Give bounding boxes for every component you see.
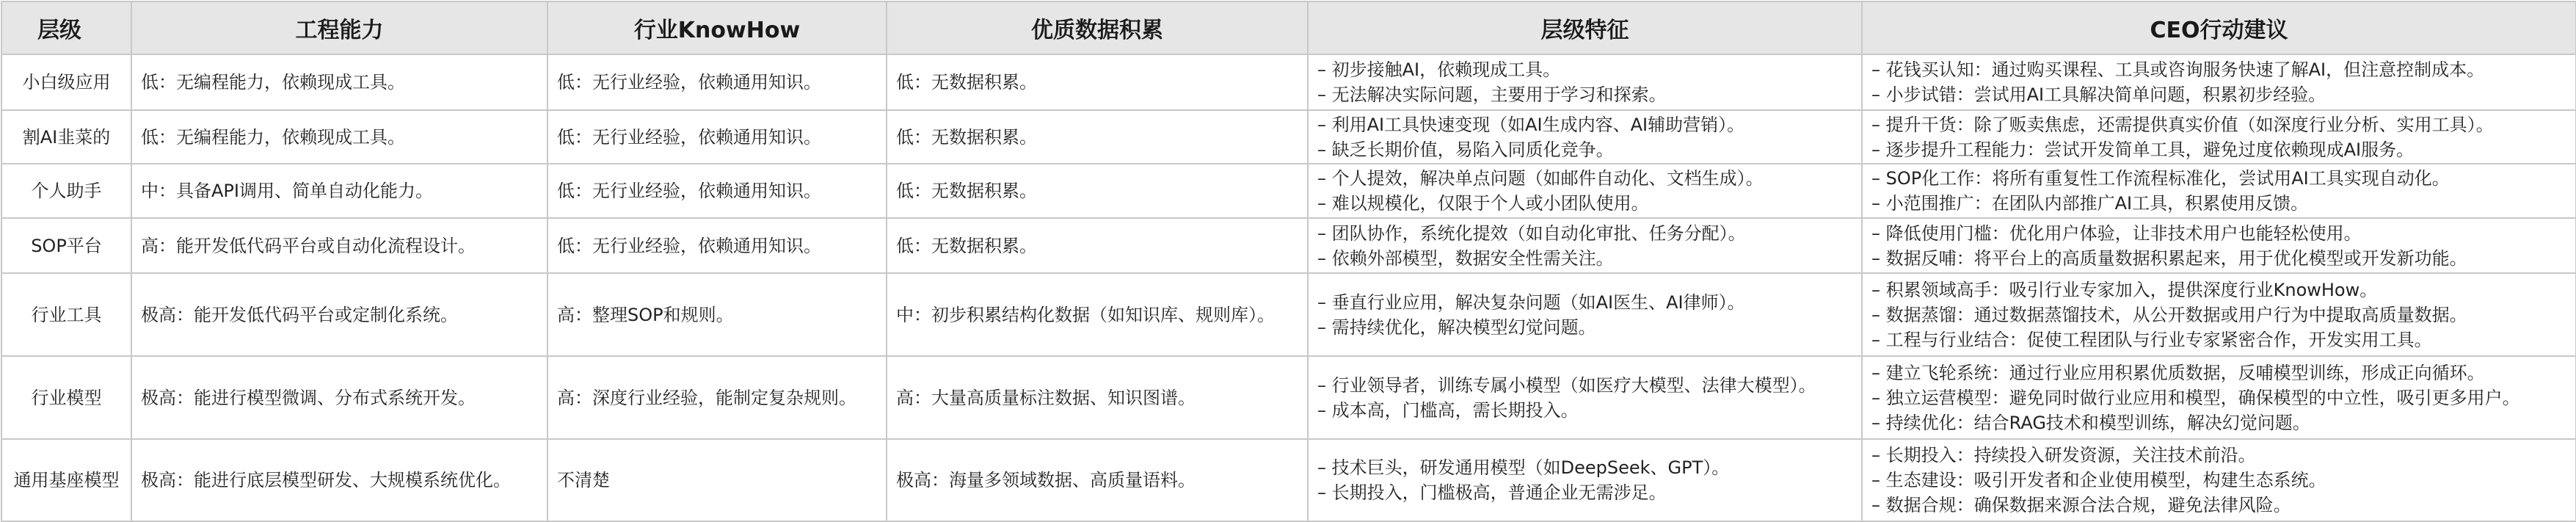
traits-line: – 需持续优化，解决模型幻觉问题。: [1317, 316, 1596, 338]
traits-line: – 无法解决实际问题，主要用于学习和探索。: [1317, 84, 1667, 105]
level-cell: 行业工具: [1, 273, 131, 356]
traits-cell: [1308, 110, 1862, 164]
ceo-line: – 长期投入：持续投入研发资源，关注技术前沿。: [1871, 445, 2256, 465]
data-cell: 低：无数据积累。: [887, 110, 1308, 164]
data-cell: 低：无数据积累。: [887, 218, 1308, 273]
table-row: [1, 164, 2576, 218]
ceo-cell: [1862, 164, 2576, 218]
ceo-line: – 数据反哺：将平台上的高质量数据积累起来，用于优化模型或开发新功能。: [1871, 247, 2467, 269]
ceo-line: – 生态建设：吸引开发者和企业使用模型，构建生态系统。: [1871, 470, 2326, 490]
header-engineering: 工程能力: [131, 1, 547, 54]
level-cell: 通用基座模型: [1, 439, 131, 521]
traits-cell: [1308, 164, 1862, 218]
ceo-line: – 提升干货：除了贩卖焦虑，还需提供真实价值（如深度行业分析、实用工具）。: [1871, 114, 2494, 135]
ceo-cell: [1862, 439, 2576, 521]
data-cell: 低：无数据积累。: [887, 54, 1308, 110]
knowhow-cell: 高：深度行业经验，能制定复杂规则。: [547, 356, 887, 439]
traits-cell: [1308, 356, 1862, 439]
ceo-cell: [1862, 54, 2576, 110]
traits-line: – 初步接触AI，依赖现成工具。: [1317, 59, 1561, 80]
ceo-line: – 数据合规：确保数据来源合法合规，避免法律风险。: [1871, 495, 2291, 515]
ceo-cell: [1862, 110, 2576, 164]
ceo-line: – 小范围推广：在团队内部推广AI工具，积累使用反馈。: [1871, 193, 2309, 214]
traits-cell: [1308, 439, 1862, 521]
traits-line: – 依赖外部模型，数据安全性需关注。: [1317, 247, 1614, 269]
ceo-line: – 降低使用门槛：优化用户体验，让非技术用户也能轻松使用。: [1871, 222, 2362, 244]
ceo-line: – 持续优化：结合RAG技术和模型训练，解决幻觉问题。: [1871, 412, 2310, 433]
traits-cell: [1308, 54, 1862, 110]
ai-levels-table: [1, 1, 2576, 522]
data-cell: 低：无数据积累。: [887, 164, 1308, 218]
ceo-line: – 独立运营模型：避免同时做行业应用和模型，确保模型的中立性，吸引更多用户。: [1871, 387, 2520, 408]
table-row: [1, 356, 2576, 439]
traits-line: – 技术巨头，研发通用模型（如DeepSeek、GPT）。: [1317, 457, 1730, 478]
table-row: [1, 273, 2576, 356]
engineering-cell: 低：无编程能力，依赖现成工具。: [131, 110, 547, 164]
ceo-cell: [1862, 218, 2576, 273]
ceo-cell: [1862, 273, 2576, 356]
ceo-line: – 花钱买认知：通过购买课程、工具或咨询服务快速了解AI，但注意控制成本。: [1871, 59, 2485, 80]
traits-line: – 长期投入，门槛极高，普通企业无需涉足。: [1317, 482, 1667, 503]
ceo-line: – 逐步提升工程能力：尝试开发简单工具，避免过度依赖现成AI服务。: [1871, 139, 2415, 160]
level-cell: 行业模型: [1, 356, 131, 439]
table-row: [1, 218, 2576, 273]
engineering-cell: 低：无编程能力，依赖现成工具。: [131, 54, 547, 110]
ceo-line: – 小步试错：尝试用AI工具解决简单问题，积累初步经验。: [1871, 84, 2326, 105]
data-cell: 中：初步积累结构化数据（如知识库、规则库）。: [887, 273, 1308, 356]
table-row: [1, 439, 2576, 521]
header-traits: 层级特征: [1308, 1, 1862, 54]
traits-line: – 个人提效，解决单点问题（如邮件自动化、文档生成）。: [1317, 168, 1764, 189]
traits-line: – 缺乏长期价值，易陷入同质化竞争。: [1317, 139, 1614, 160]
ceo-line: – 数据蒸馏：通过数据蒸馏技术，从公开数据或用户行为中提取高质量数据。: [1871, 304, 2467, 325]
traits-line: – 难以规模化，仅限于个人或小团队使用。: [1317, 193, 1649, 214]
knowhow-cell: 不清楚: [547, 439, 887, 521]
level-cell: 个人助手: [1, 164, 131, 218]
traits-cell: [1308, 273, 1862, 356]
data-cell: 高：大量高质量标注数据、知识图谱。: [887, 356, 1308, 439]
level-cell: 小白级应用: [1, 54, 131, 110]
engineering-cell: 高：能开发低代码平台或自动化流程设计。: [131, 218, 547, 273]
traits-line: – 垂直行业应用，解决复杂问题（如AI医生、AI律师）。: [1317, 291, 1745, 313]
table-row: [1, 54, 2576, 110]
traits-line: – 成本高，门槛高，需长期投入。: [1317, 399, 1579, 421]
knowhow-cell: 高：整理SOP和规则。: [547, 273, 887, 356]
ceo-line: – SOP化工作：将所有重复性工作流程标准化，尝试用AI工具实现自动化。: [1871, 168, 2450, 189]
traits-line: – 团队协作，系统化提效（如自动化审批、任务分配）。: [1317, 222, 1746, 244]
ceo-line: – 积累领域高手：吸引行业专家加入，提供深度行业KnowHow。: [1871, 279, 2378, 300]
knowhow-cell: 低：无行业经验，依赖通用知识。: [547, 164, 887, 218]
knowhow-cell: 低：无行业经验，依赖通用知识。: [547, 54, 887, 110]
header-level: 层级: [1, 1, 131, 54]
table-row: [1, 110, 2576, 164]
traits-line: – 行业领导者，训练专属小模型（如医疗大模型、法律大模型）。: [1317, 374, 1816, 396]
data-cell: 极高：海量多领域数据、高质量语料。: [887, 439, 1308, 521]
traits-cell: [1308, 218, 1862, 273]
ceo-cell: [1862, 356, 2576, 439]
header-knowhow: 行业KnowHow: [547, 1, 887, 54]
comparison-table-sheet: [0, 1, 2576, 518]
engineering-cell: 极高：能进行底层模型研发、大规模系统优化。: [131, 439, 547, 521]
level-cell: SOP平台: [1, 218, 131, 273]
header-row: [1, 1, 2576, 54]
knowhow-cell: 低：无行业经验，依赖通用知识。: [547, 218, 887, 273]
traits-line: – 利用AI工具快速变现（如AI生成内容、AI辅助营销）。: [1317, 114, 1745, 135]
ceo-line: – 工程与行业结合：促使工程团队与行业专家紧密合作，开发实用工具。: [1871, 329, 2432, 350]
level-cell: 割AI韭菜的: [1, 110, 131, 164]
engineering-cell: 中：具备API调用、简单自动化能力。: [131, 164, 547, 218]
header-ceo: CEO行动建议: [1862, 1, 2576, 54]
header-data: 优质数据积累: [887, 1, 1308, 54]
engineering-cell: 极高：能进行模型微调、分布式系统开发。: [131, 356, 547, 439]
knowhow-cell: 低：无行业经验，依赖通用知识。: [547, 110, 887, 164]
ceo-line: – 建立飞轮系统：通过行业应用积累优质数据，反哺模型训练，形成正向循环。: [1871, 362, 2485, 383]
engineering-cell: 极高：能开发低代码平台或定制化系统。: [131, 273, 547, 356]
